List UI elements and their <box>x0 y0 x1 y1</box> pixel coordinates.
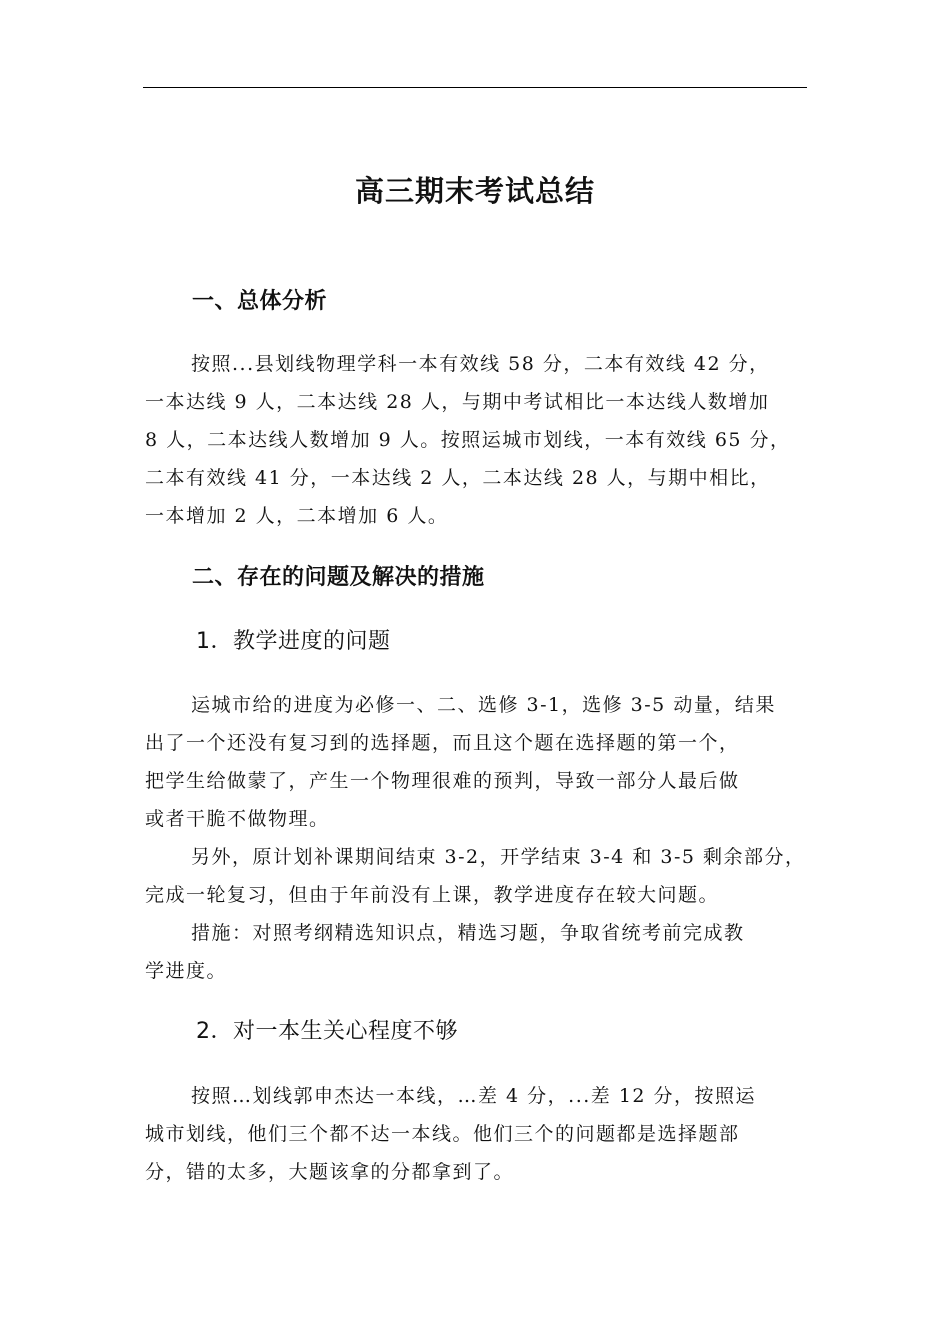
text-line: 措施：对照考纲精选知识点，精选习题，争取省统考前完成教 <box>191 922 745 944</box>
text-line: 学进度。 <box>145 960 228 982</box>
text-line: 把学生给做蒙了，产生一个物理很难的预判，导致一部分人最后做 <box>145 770 740 792</box>
section-2-heading: 二、存在的问题及解决的措施 <box>192 565 485 590</box>
text-line: 运城市给的进度为必修一、二、选修 3-1，选修 3-5 动量，结果 <box>191 694 776 716</box>
subsection-1-heading: 1．教学进度的问题 <box>196 629 391 654</box>
text-line: 一本增加 2 人，二本增加 6 人。 <box>145 505 449 527</box>
header-rule <box>143 87 807 88</box>
section-1-heading: 一、总体分析 <box>192 289 328 314</box>
text-line: 或者干脆不做物理。 <box>145 808 330 830</box>
text-line: 按照…划线郭申杰达一本线，…差 4 分，...差 12 分，按照运 <box>191 1085 757 1107</box>
text-line: 完成一轮复习，但由于年前没有上课，教学进度存在较大问题。 <box>145 884 720 906</box>
text-line: 8 人，二本达线人数增加 9 人。按照运城市划线，一本有效线 65 分， <box>145 429 791 451</box>
subsection-1-paragraph-1 <box>145 686 815 838</box>
text-line: 城市划线，他们三个都不达一本线。他们三个的问题都是选择题部 <box>145 1123 740 1145</box>
text-line: 一本达线 9 人，二本达线 28 人，与期中考试相比一本达线人数增加 <box>145 391 770 413</box>
subsection-1-paragraph-3 <box>145 914 815 990</box>
text-line: 二本有效线 41 分，一本达线 2 人，二本达线 28 人，与期中相比， <box>145 467 771 489</box>
document-title: 高三期末考试总结 <box>354 174 595 208</box>
text-line: 按照...县划线物理学科一本有效线 58 分，二本有效线 42 分， <box>191 353 770 375</box>
text-line: 出了一个还没有复习到的选择题，而且这个题在选择题的第一个， <box>145 732 740 754</box>
subsection-2-paragraph-1 <box>145 1077 815 1191</box>
section-1-paragraph <box>145 345 815 535</box>
subsection-1-paragraph-2 <box>145 838 815 914</box>
subsection-2-heading: 2．对一本生关心程度不够 <box>196 1019 458 1044</box>
text-line: 分，错的太多，大题该拿的分都拿到了。 <box>145 1161 515 1183</box>
text-line: 另外，原计划补课期间结束 3-2，开学结束 3-4 和 3-5 剩余部分， <box>191 846 806 868</box>
